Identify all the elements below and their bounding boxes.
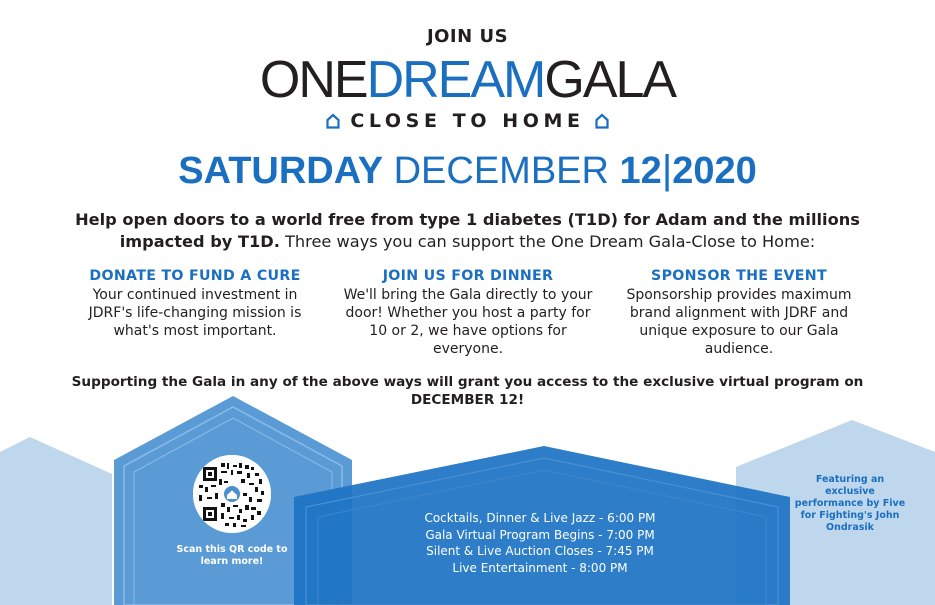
way-sponsor [614, 267, 864, 358]
qr-code-icon[interactable] [193, 455, 271, 533]
event-schedule [395, 510, 685, 576]
closing-statement: Supporting the Gala in any of the above ways will grant you access to the exclusive virtual program on DECEMBER 12! [71, 374, 864, 408]
date-day: 12 [619, 150, 662, 192]
date-year: 2020 [672, 150, 757, 192]
date-month: DECEMBER [393, 150, 609, 192]
schedule-item: Gala Virtual Program Begins - 7:00 PM [425, 527, 655, 542]
schedule-item: Cocktails, Dinner & Live Jazz - 6:00 PM [424, 511, 656, 525]
title-one: ONE [259, 51, 367, 109]
join-us-heading: JOIN US [426, 26, 509, 47]
schedule-item: Silent & Live Auction Closes - 7:45 PM [426, 544, 654, 558]
way-heading: JOIN US FOR DINNER [382, 268, 554, 284]
left-light-house-shape [0, 437, 112, 605]
date-weekday: SATURDAY [178, 150, 384, 192]
way-donate [70, 267, 320, 340]
intro-bold-text: Help open doors to a world free from type 1 diabetes (T1D) for Adam and the millions impacted by T1D. [75, 210, 860, 251]
date-separator: | [661, 148, 673, 192]
house-outline-icon [595, 113, 609, 129]
event-title [0, 51, 935, 109]
way-body: We'll bring the Gala directly to your door! Whether you host a party for 10 or 2, we have options for everyone. [343, 287, 593, 357]
way-body: Your continued investment in JDRF's life-changing mission is what's most important. [88, 287, 302, 339]
event-subtitle: CLOSE TO HOME [350, 110, 585, 132]
subtitle-row [0, 109, 935, 133]
house-outline-icon [326, 113, 340, 129]
title-dream: DREAM [366, 51, 545, 109]
event-date [0, 148, 935, 193]
intro-paragraph [60, 209, 875, 253]
way-dinner [343, 267, 593, 358]
way-body: Sponsorship provides maximum brand alignment with JDRF and unique exposure to our Gala audience. [626, 287, 852, 357]
qr-caption: Scan this QR code to learn more! [176, 544, 288, 567]
way-heading: SPONSOR THE EVENT [651, 268, 827, 284]
title-gala: GALA [544, 51, 676, 109]
featuring-performer: Featuring an exclusive performance by Five for Fighting's John Ondrasik [794, 474, 906, 533]
schedule-item: Live Entertainment - 8:00 PM [452, 560, 628, 575]
way-heading: DONATE TO FUND A CURE [89, 268, 301, 284]
qr-code-graphic [193, 455, 271, 533]
intro-regular-text: Three ways you can support the One Dream Gala-Close to Home: [279, 232, 816, 251]
